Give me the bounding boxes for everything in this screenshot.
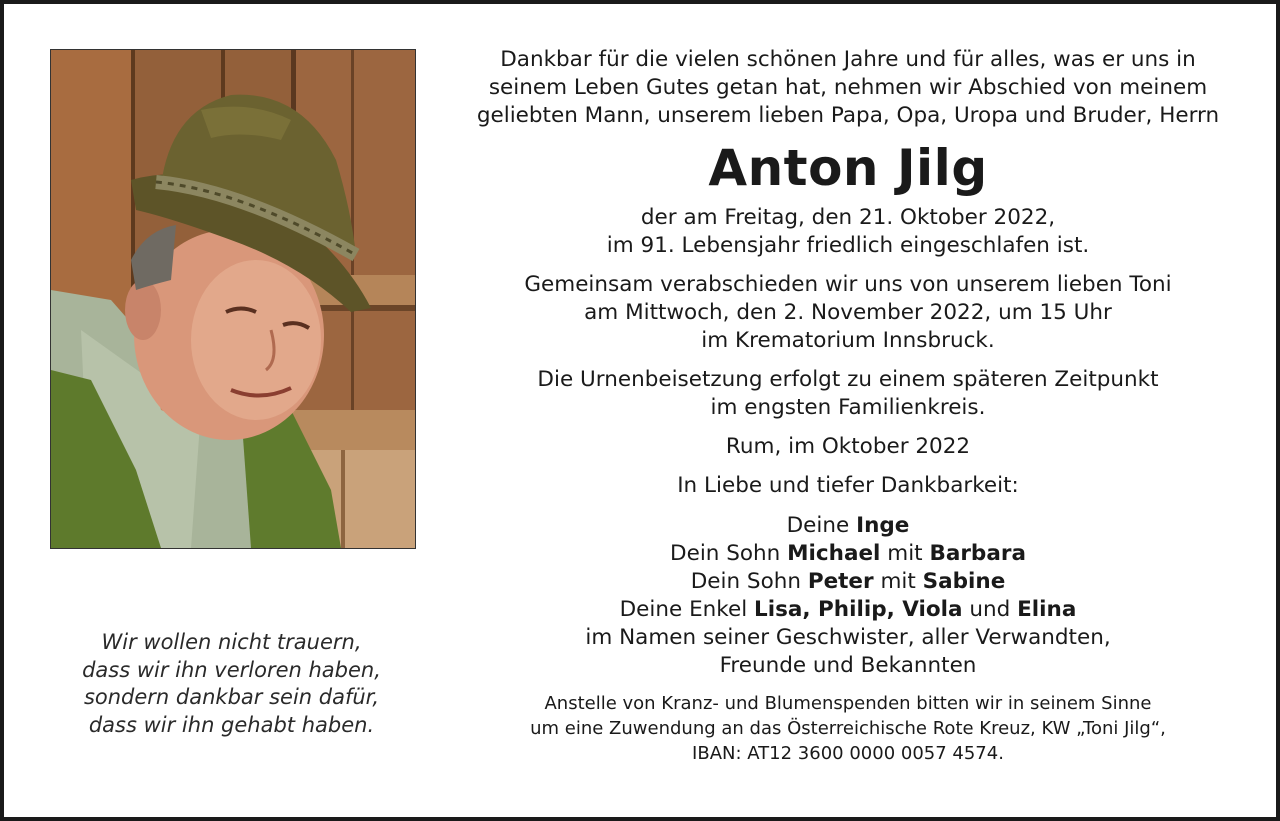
family-text: mit bbox=[880, 541, 930, 566]
donation-line: um eine Zuwendung an das Österreichische Rote Kreuz, KW „Toni Jilg“, bbox=[530, 718, 1166, 739]
farewell-info bbox=[444, 271, 1252, 355]
family-text: Deine bbox=[786, 513, 857, 538]
donation-line: IBAN: AT12 3600 0000 0057 4574. bbox=[692, 743, 1004, 764]
family-name: Michael bbox=[787, 541, 881, 566]
quote-line: Wir wollen nicht trauern, bbox=[101, 630, 362, 654]
family-text: Deine Enkel bbox=[619, 597, 754, 622]
quote-line: dass wir ihn verloren haben, bbox=[82, 657, 381, 682]
urn-info bbox=[444, 366, 1252, 422]
urn-line: im engsten Familienkreis. bbox=[710, 395, 986, 420]
farewell-line: am Mittwoch, den 2. November 2022, um 15 Uhr bbox=[584, 300, 1112, 325]
family-text: mit bbox=[873, 569, 923, 594]
farewell-line: Gemeinsam verabschieden wir uns von unserem lieben Toni bbox=[524, 272, 1172, 297]
family-name: Barbara bbox=[929, 541, 1026, 566]
family-line: im Namen seiner Geschwister, aller Verwandten, bbox=[585, 625, 1111, 650]
family-line bbox=[444, 512, 1252, 540]
place-date: Rum, im Oktober 2022 bbox=[725, 434, 971, 459]
death-line: im 91. Lebensjahr friedlich eingeschlafen ist. bbox=[606, 233, 1090, 258]
family-text: Dein Sohn bbox=[670, 541, 788, 566]
family-name: Lisa, Philip, Viola bbox=[754, 597, 963, 622]
deceased-name: Anton Jilg bbox=[708, 139, 988, 197]
donation-info bbox=[444, 691, 1252, 766]
family-text: Dein Sohn bbox=[690, 569, 808, 594]
donation-line: Anstelle von Kranz- und Blumenspenden bitten wir in seinem Sinne bbox=[544, 693, 1152, 714]
family-name: Elina bbox=[1017, 597, 1077, 622]
quote-line: sondern dankbar sein dafür, bbox=[83, 685, 380, 709]
farewell-line: im Krematorium Innsbruck. bbox=[701, 328, 995, 353]
intro-text bbox=[444, 46, 1252, 130]
intro-line: seinem Leben Gutes getan hat, nehmen wir Abschied von meinem bbox=[488, 75, 1208, 100]
family-name: Inge bbox=[856, 513, 910, 538]
memorial-quote bbox=[34, 629, 429, 739]
family-line bbox=[444, 540, 1252, 568]
family-name: Sabine bbox=[922, 569, 1006, 594]
family-line: Freunde und Bekannten bbox=[719, 653, 977, 678]
family-line bbox=[444, 596, 1252, 624]
death-line: der am Freitag, den 21. Oktober 2022, bbox=[640, 205, 1056, 230]
quote-line: dass wir ihn gehabt haben. bbox=[88, 712, 375, 737]
family-list bbox=[444, 512, 1252, 680]
love-line: In Liebe und tiefer Dankbarkeit: bbox=[677, 473, 1019, 498]
portrait-photo bbox=[50, 49, 416, 549]
family-name: Peter bbox=[807, 569, 874, 594]
intro-line: geliebten Mann, unserem lieben Papa, Opa, Uropa und Bruder, Herrn bbox=[476, 103, 1220, 128]
urn-line: Die Urnenbeisetzung erfolgt zu einem späteren Zeitpunkt bbox=[537, 367, 1159, 392]
family-line bbox=[444, 568, 1252, 596]
family-text: und bbox=[962, 597, 1018, 622]
notice-text bbox=[444, 46, 1252, 766]
death-info bbox=[444, 204, 1252, 260]
intro-line: Dankbar für die vielen schönen Jahre und für alles, was er uns in bbox=[500, 47, 1196, 72]
